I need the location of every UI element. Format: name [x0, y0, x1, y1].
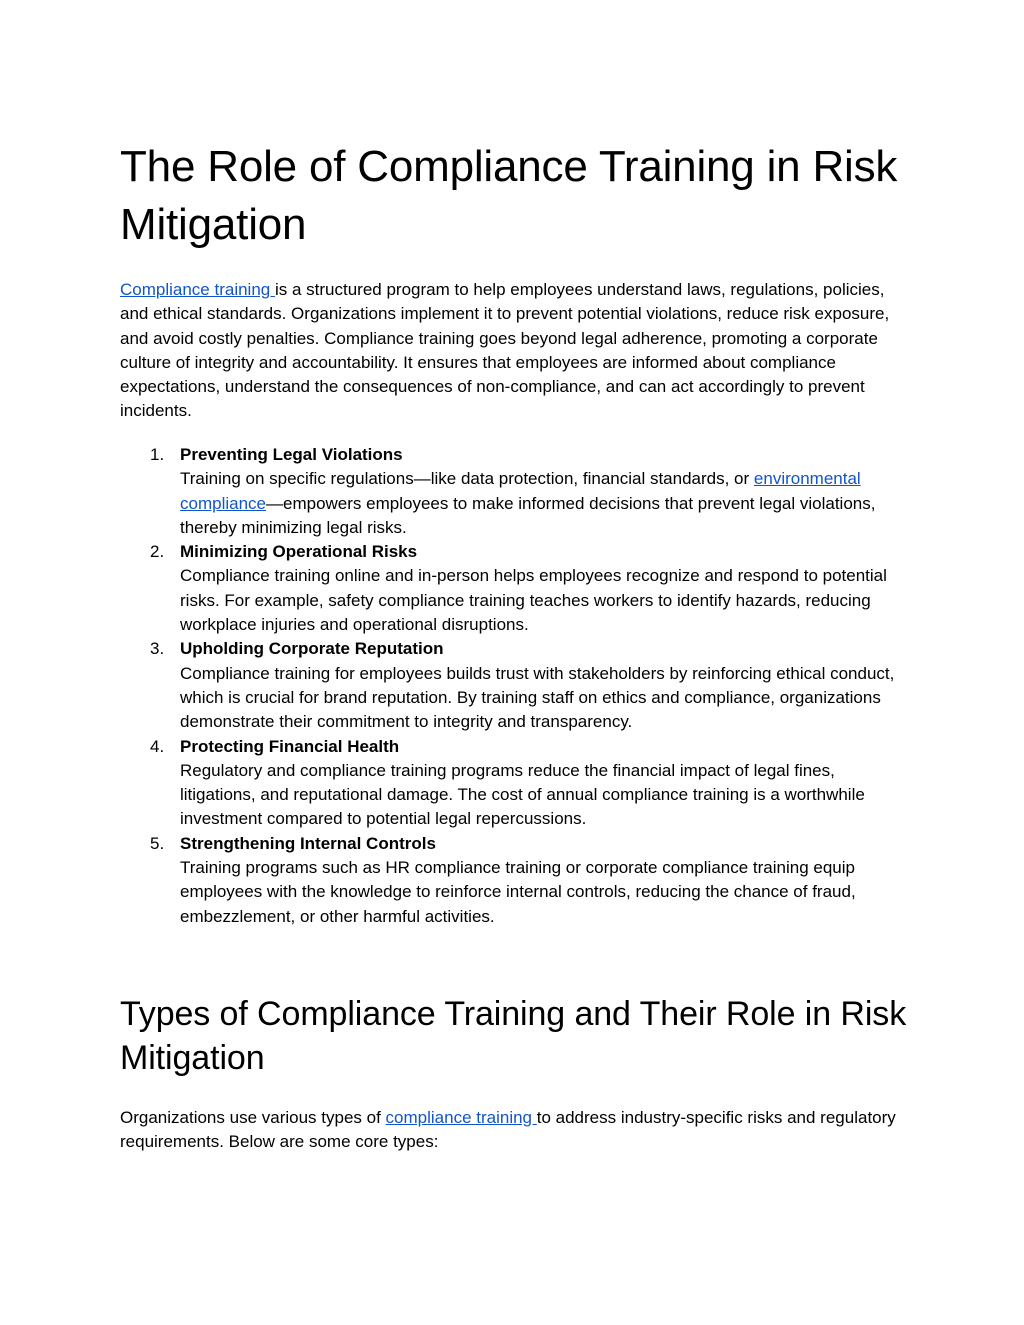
list-item-title: Upholding Corporate Reputation [180, 639, 444, 659]
list-number: 2. [150, 542, 165, 562]
list-item [120, 540, 910, 637]
section-heading: Types of Compliance Training and Their Role in Risk Mitigation [120, 995, 907, 1077]
benefits-list [120, 443, 910, 929]
compliance-training-link-2[interactable]: compliance training [385, 1108, 537, 1127]
list-item [120, 735, 910, 832]
section-paragraph [120, 1106, 900, 1155]
section-text-before: Organizations use various types of [120, 1108, 386, 1127]
list-item-body [180, 467, 910, 540]
list-item-body: Compliance training for employees builds trust with stakeholders by reinforcing ethical conduct, which is crucial for brand reputation. By training staff on ethics and compliance, organizations demonstrate their commitment to integrity and transparency. [180, 663, 895, 732]
intro-paragraph [120, 278, 900, 424]
compliance-training-link[interactable]: Compliance training [120, 280, 275, 299]
list-item-title: Preventing Legal Violations [180, 445, 403, 464]
list-item-body-before: Training on specific regulations—like data protection, financial standards, or [180, 469, 754, 489]
list-number: 4. [150, 736, 165, 756]
page-title: The Role of Compliance Training in Risk Mitigation [120, 142, 898, 249]
list-item [120, 443, 910, 540]
list-item-title: Strengthening Internal Controls [180, 833, 436, 853]
list-number: 3. [150, 639, 165, 659]
section-text-after: to address industry-specific risks and regulatory requirements. Below are some core types: [120, 1108, 896, 1152]
list-number: 1. [150, 445, 165, 464]
environmental-compliance-link[interactable]: environmental compliance [180, 469, 861, 513]
list-item-body: Training programs such as HR compliance training or corporate compliance training equip employees with the knowledge to reinforce internal controls, reducing the chance of fraud, embezzlement, or other harmful activities. [180, 858, 856, 926]
list-item-body-after: —empowers employees to make informed decisions that prevent legal violations, thereby minimizing legal risks. [180, 493, 876, 537]
list-item-body: Regulatory and compliance training programs reduce the financial impact of legal fines, litigations, and reputational damage. The cost of annual compliance training is a worthwhile investment compared to potential legal repercussions. [180, 760, 865, 829]
list-item-title: Protecting Financial Health [180, 736, 400, 756]
list-item [120, 832, 910, 929]
list-item-body: Compliance training online and in-person helps employees recognize and respond to potential risks. For example, safety compliance training teaches workers to identify hazards, reducing workplace injuries and operational disruptions. [180, 566, 887, 635]
intro-text: is a structured program to help employees understand laws, regulations, policies, and ethical standards. Organizations implement it to prevent potential violations, reduce risk exposure, and avoid costly penalties. Compliance training goes beyond legal adherence, promoting a corporate culture of integrity and accountability. It ensures that employees are informed about compliance expectations, understand the consequences of non-compliance, and can act accordingly to prevent incidents. [120, 280, 890, 421]
list-number: 5. [150, 833, 165, 853]
list-item-title: Minimizing Operational Risks [180, 542, 418, 562]
list-item [120, 637, 910, 734]
